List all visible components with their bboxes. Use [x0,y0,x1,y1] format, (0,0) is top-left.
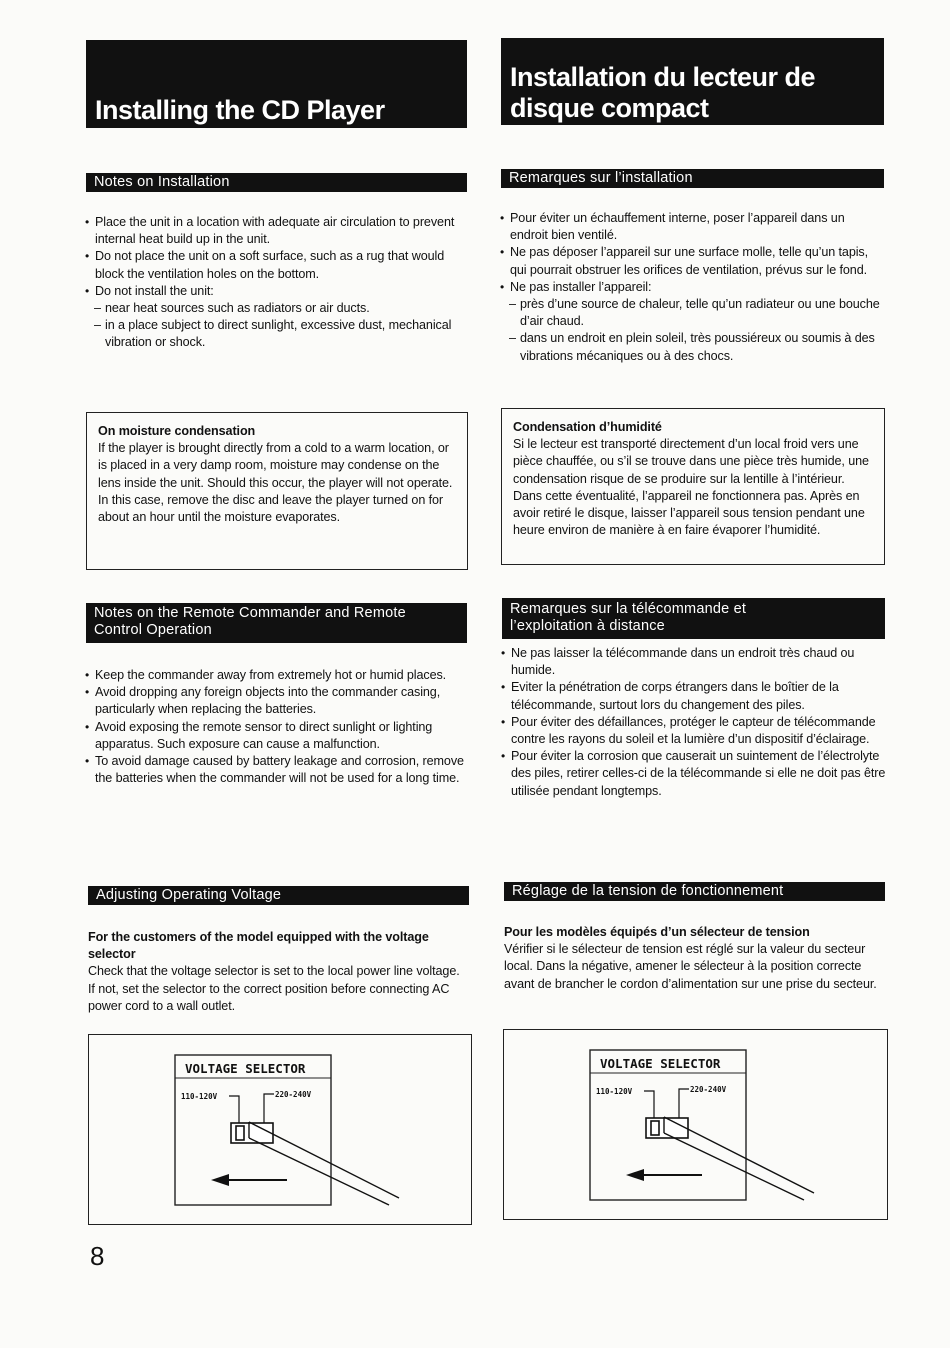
french-remote-heading-line2: l’exploitation à distance [510,618,665,634]
english-voltage-subheading: For the customers of the model equipped with the voltage selector [88,930,429,962]
french-voltage-text: Vérifier si le sélecteur de tension est réglé sur la valeur du secteur local. Dans la négative, amener le sélecteur à la position correcte avant de brancher le cordon d’alimentation sur une prise du secteur. [504,942,877,991]
french-page-title-line2: disque compact [510,93,709,123]
low-range-leader [229,1096,239,1123]
english-remote-heading-bar [86,603,467,643]
list-item: • Ne pas déposer l’appareil sur une surface molle, telle qu’un tapis, qui pourrait obstruer les orifices de ventilation, prévus sur le fond. [501,244,885,278]
voltage-selector-diagram [504,1030,889,1221]
list-item: • To avoid damage caused by battery leakage and corrosion, remove the batteries when the commander will not be used for a long time. [86,753,468,787]
french-notes-installation-heading: Remarques sur l’installation [509,170,693,186]
direction-arrow-head [626,1169,644,1181]
english-remote-body [86,667,468,787]
list-item: • Ne pas laisser la télécommande dans un endroit très chaud ou humide. [502,645,887,679]
french-title-banner [501,38,884,125]
french-voltage-diagram-box [503,1029,888,1220]
diagram-low-range-label: 110-120V [181,1092,218,1101]
list-item: • Ne pas installer l’appareil: [501,279,885,296]
french-moisture-box [501,408,885,565]
high-range-leader [679,1089,689,1118]
switch-slider[interactable] [236,1126,244,1140]
french-moisture-body: Si le lecteur est transporté directement d’un local froid vers une pièce chauffée, ou s’il se trouve dans une pièce très humide, une condensation risque de se produire sur la lentille à l’intérieur. Dans cette éventualité, l’appareil ne fonctionnera pas. Après en avoir retiré le disque, laisser l’appareil sous tension pendant une heure environ de manière à en faire évaporer l’humidité. [513,437,869,538]
french-moisture-heading: Condensation d’humidité [513,420,662,434]
list-sub-item: – dans un endroit en plein soleil, très poussiéreux ou soumis à des vibrations mécaniques ou à des chocs. [501,330,885,364]
english-voltage-heading-bar [88,886,469,905]
list-item: • Pour éviter des défaillances, protéger le capteur de télécommande contre les rayons du soleil et la lumière d’un dispositif d’éclairage. [502,714,887,748]
voltage-selector-diagram [89,1035,473,1226]
list-item: • Do not place the unit on a soft surface, such as a rug that would block the ventilation holes on the bottom. [86,248,464,282]
list-item: • Pour éviter un échauffement interne, poser l’appareil dans un endroit bien ventilé. [501,210,885,244]
list-sub-item: – près d’une source de chaleur, telle qu’un radiateur ou une bouche d’air chaud. [501,296,885,330]
high-range-leader [264,1094,274,1123]
list-sub-item: – in a place subject to direct sunlight, excessive dust, mechanical vibration or shock. [86,317,464,351]
english-remote-heading-line2: Control Operation [94,622,212,638]
french-remote-heading-bar [502,598,885,639]
french-remote-heading-line1: Remarques sur la télécommande et [510,601,747,617]
list-item: • Avoid exposing the remote sensor to direct sunlight or lighting apparatus. Such exposure can cause a malfunction. [86,719,468,753]
english-voltage-diagram-box [88,1034,472,1225]
french-notes-installation-heading-bar [501,169,884,188]
screwdriver-edge-top [249,1122,399,1198]
diagram-low-range-label: 110-120V [596,1087,633,1096]
english-voltage-text: Check that the voltage selector is set to the local power line voltage. If not, set the selector to the correct position before connecting AC power cord to a wall outlet. [88,964,460,1013]
list-item: • Avoid dropping any foreign objects into the commander casing, particularly when replacing the batteries. [86,684,468,718]
diagram-label: VOLTAGE SELECTOR [185,1061,306,1076]
english-moisture-body: If the player is brought directly from a cold to a warm location, or is placed in a very damp room, moisture may condense on the lens inside the unit. Should this occur, the player will not operate. In this case, remove the disc and leave the player turned on for about an hour until the moisture evaporates. [98,441,453,525]
english-notes-installation-body [86,214,464,352]
screwdriver-edge-bottom [249,1138,389,1205]
french-voltage-subheading: Pour les modèles équipés d’un sélecteur de tension [504,925,810,939]
list-sub-item: – near heat sources such as radiators or air ducts. [86,300,464,317]
list-item: • Eviter la pénétration de corps étrangers dans le boîtier de la télécommande, surtout lors du changement des piles. [502,679,887,713]
english-moisture-heading: On moisture condensation [98,424,256,438]
english-title-banner [86,40,467,128]
french-voltage-body [504,924,886,993]
list-item: • Do not install the unit: [86,283,464,300]
list-item: • Keep the commander away from extremely hot or humid places. [86,667,468,684]
screwdriver-edge-bottom [664,1133,804,1200]
page-number: 8 [90,1241,105,1271]
english-remote-heading-line1: Notes on the Remote Commander and Remote [94,605,406,621]
english-notes-installation-heading: Notes on Installation [94,174,230,190]
english-moisture-box [86,412,468,570]
diagram-label: VOLTAGE SELECTOR [600,1056,721,1071]
french-page-title-line1: Installation du lecteur de [510,62,816,92]
diagram-high-range-label: 220-240V [690,1085,727,1094]
french-notes-installation-body [501,210,885,365]
french-voltage-heading-bar [504,882,885,901]
list-item: • Place the unit in a location with adequate air circulation to prevent internal heat build up in the unit. [86,214,464,248]
french-voltage-heading: Réglage de la tension de fonctionnement [512,883,784,899]
switch-slider[interactable] [651,1121,659,1135]
low-range-leader [644,1091,654,1118]
english-page-title: Installing the CD Player [95,95,385,125]
direction-arrow-head [211,1174,229,1186]
english-voltage-heading: Adjusting Operating Voltage [96,887,282,903]
french-remote-body [502,645,887,800]
list-item: • Pour éviter la corrosion que causerait un suintement de l’électrolyte des piles, retirer celles-ci de la télécommande si elle ne doit pas être utilisée pendant longtemps. [502,748,887,800]
english-voltage-body [88,929,468,1015]
english-notes-installation-heading-bar [86,173,467,192]
screwdriver-edge-top [664,1117,814,1193]
diagram-high-range-label: 220-240V [275,1090,312,1099]
